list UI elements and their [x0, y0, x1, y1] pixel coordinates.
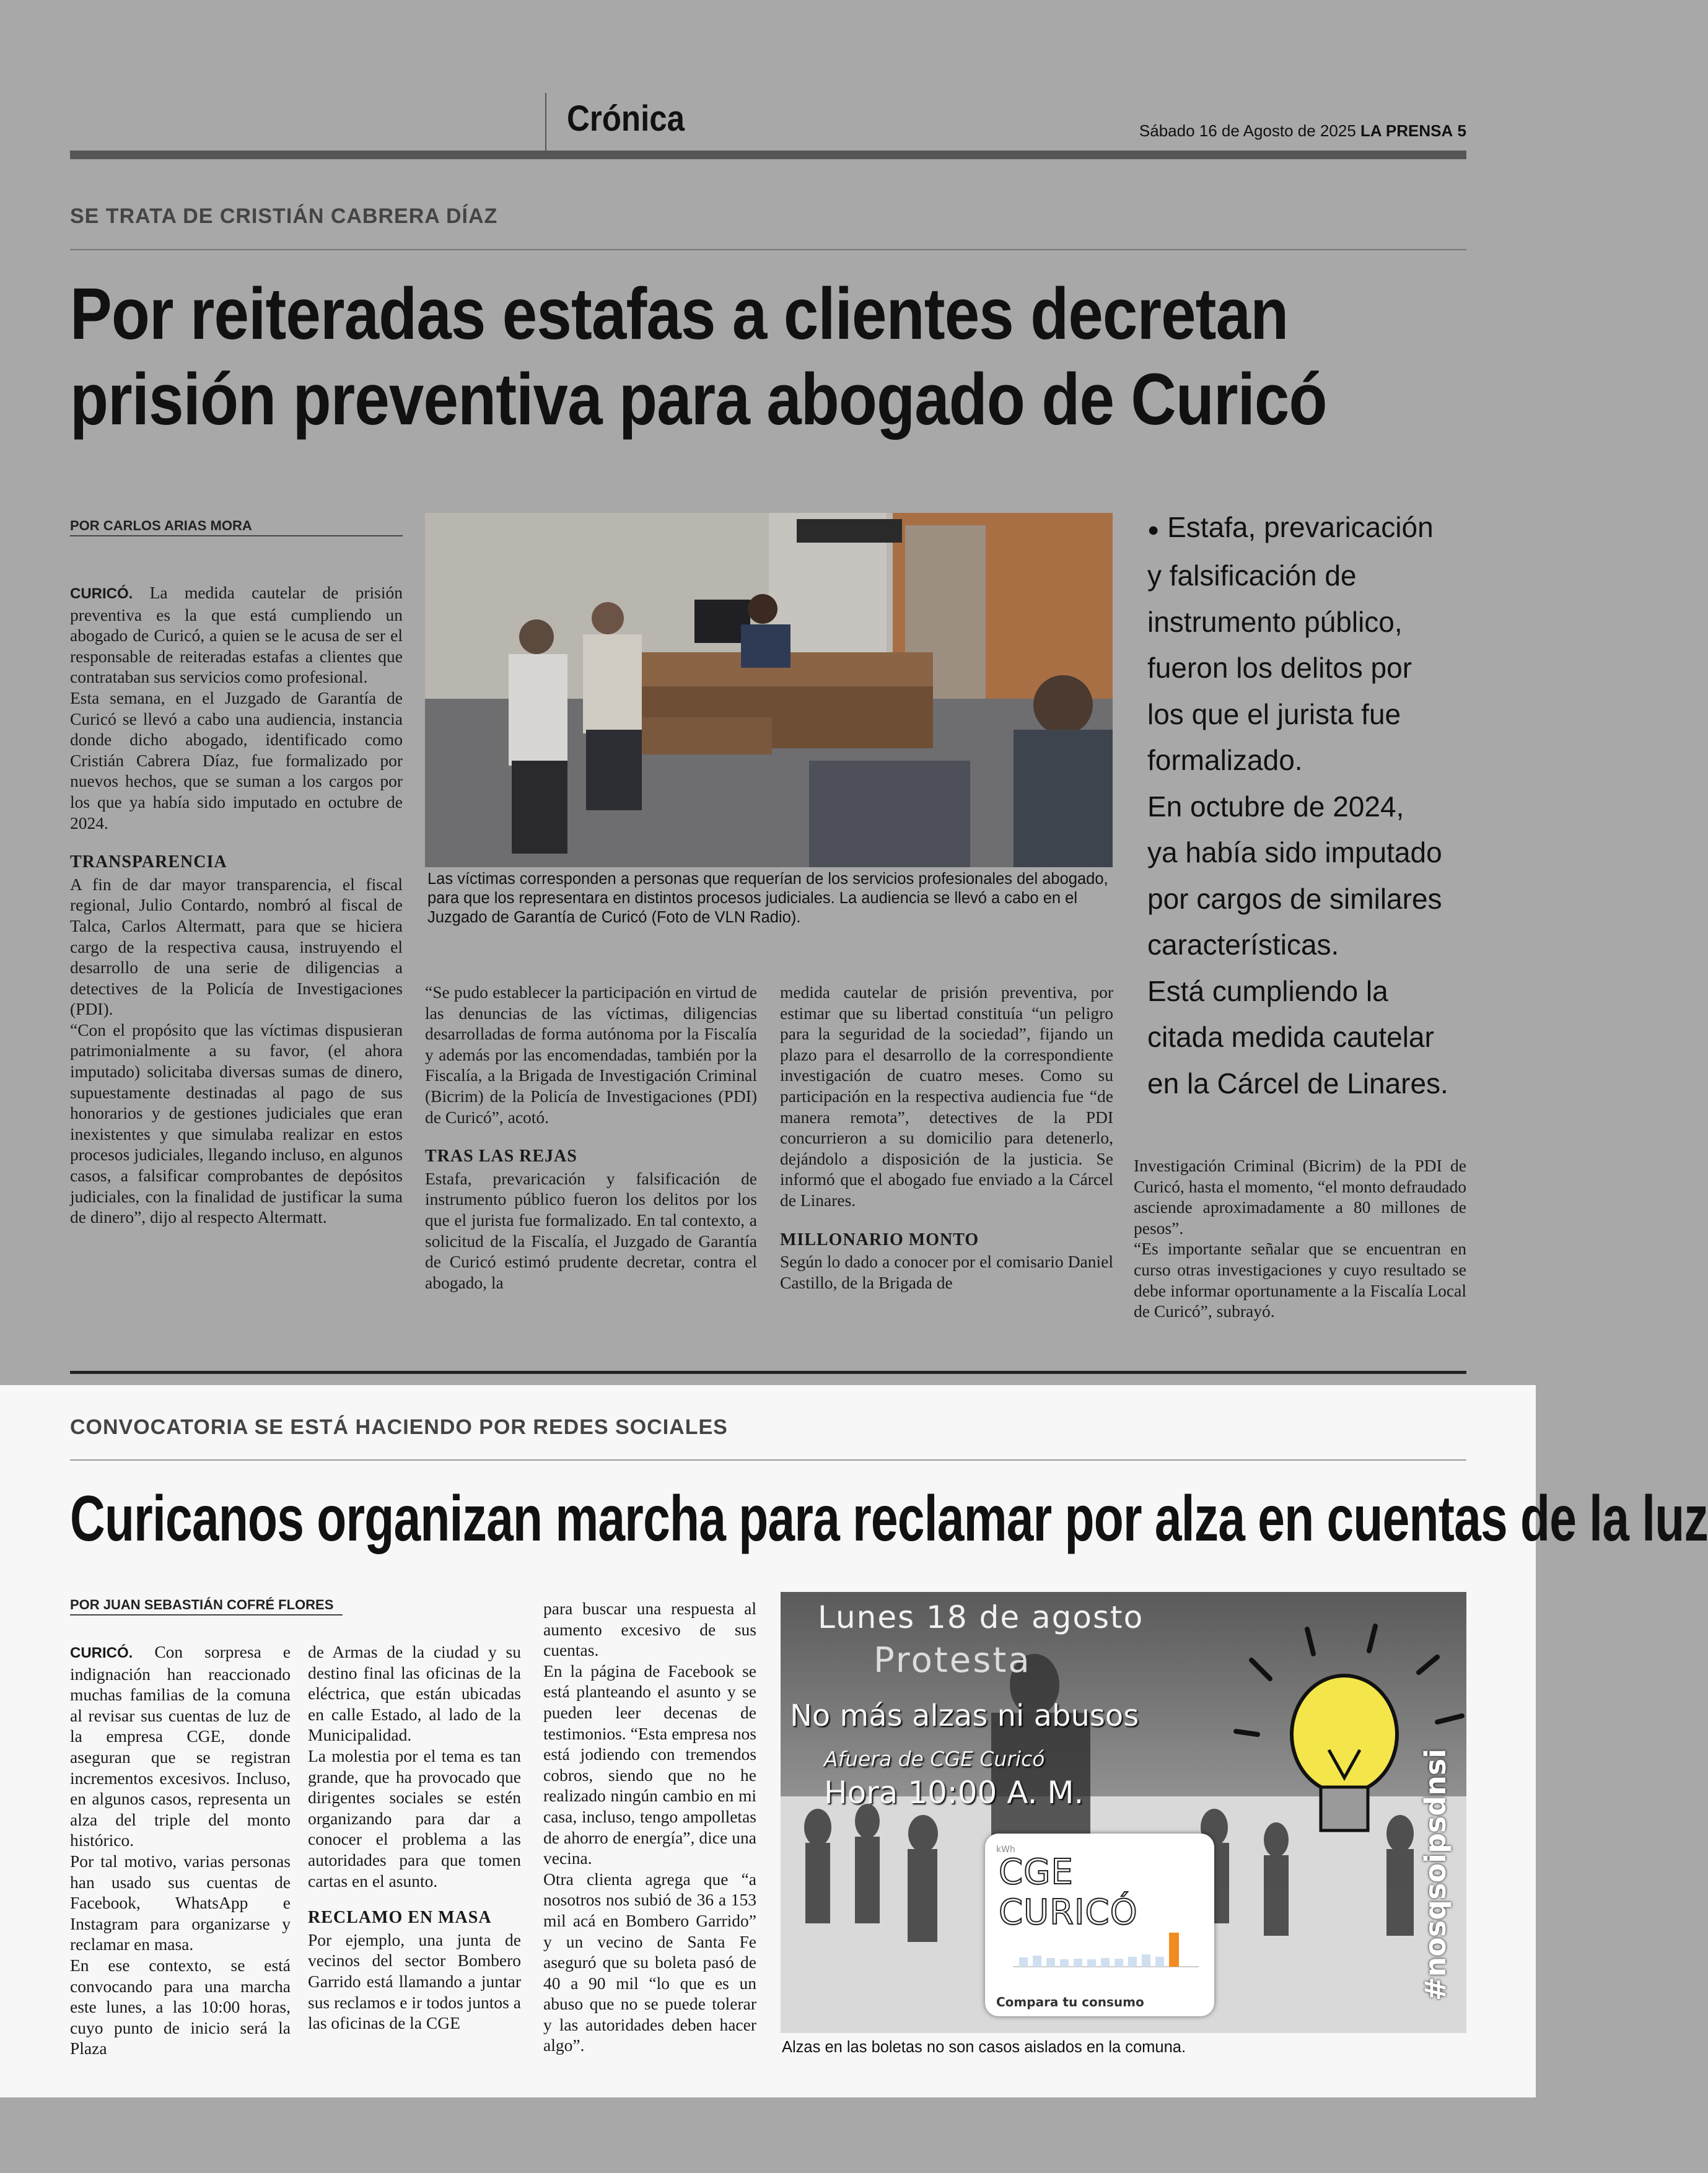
article1-subhead-rejas: TRAS LAS REJAS [425, 1147, 577, 1166]
poster-date: Lunes 18 de agosto [818, 1599, 1144, 1635]
article2-column-3 [543, 1598, 756, 2056]
article1-col1-p1-text: La medida cautelar de prisión preventiva es la que está cumpliendo un abogado de Curicó, a quien se le acusa de ser el responsable de reiteradas estafas a clientes que contrataban sus servicios como profesional. [70, 583, 403, 687]
article1-col2-para1: “Se pudo establecer la participación en virtud de las denuncias de las víctimas, diligencias desarrolladas de forma autónoma por la Fiscalía y además por las encomendadas, también por la Fiscalía, a la Brigada de Investigación Criminal (Bicrim) de la Policía de Investigaciones (PDI) de Curicó”, acotó. [425, 982, 757, 1127]
sidebar-line-8: ya había sido imputado [1147, 836, 1442, 869]
compare-consumption-label: Compara tu consumo [996, 1995, 1144, 2009]
poster-place: Afuera de CGE Curicó [824, 1747, 1045, 1771]
article1-column-4 [1134, 1155, 1466, 1322]
article1-column-1 [70, 582, 403, 1228]
article2-col2-para2: La molestia por el tema es tan grande, que ha provocado que dirigentes sociales se estén organizando para dar a conocer el problema a las autoridades para que tomen cartas en el asunto. [308, 1746, 521, 1891]
article2-col3-para1: para buscar una respuesta al aumento excesivo de sus cuentas. [543, 1599, 756, 1660]
article2-column-1 [70, 1642, 291, 2059]
article1-column-3 [780, 982, 1113, 1293]
sidebar-line-3: instrumento público, [1147, 605, 1403, 638]
paper-name: LA PRENSA [1360, 121, 1453, 140]
article1-col1-para2: Esta semana, en el Juzgado de Garantía de Curicó se llevó a cabo una audiencia, instancia donde dicho abogado, identificado como Cristián Cabrera Díaz, fue formalizado por nuevos hechos, que se suman a los cargos por los que ya había sido imputado en octubre de 2024. [70, 688, 403, 833]
poster-protest: Protesta [874, 1640, 1031, 1681]
article1-headline [70, 271, 1327, 442]
article2-column-2 [308, 1642, 521, 2034]
article1-col4-para2: “Es importante señalar que se encuentran en curso otras investigaciones y cuyo resultado se debe informar oportunamente a la Fiscalía Local de Curicó”, subrayó. [1134, 1239, 1466, 1321]
article-separator-rule [70, 1371, 1466, 1374]
courtroom-photo [425, 513, 1113, 867]
article2-byline-rule [70, 1614, 343, 1616]
dateline-lead: CURICÓ. [70, 585, 133, 602]
article2-col1-para2: Por tal motivo, varias personas han usado sus cuentas de Facebook, WhatsApp e Instagram para organizarse y reclamar en masa. [70, 1851, 291, 1954]
sidebar-line-13: en la Cárcel de Linares. [1147, 1067, 1448, 1100]
article1-headline-line2: prisión preventiva para abogado de Curicó [70, 359, 1327, 440]
sidebar-line-1 [1147, 504, 1469, 553]
footer-band [0, 2097, 1536, 2173]
article1-col3-para1: medida cautelar de prisión preventiva, por estimar que su libertad constituía “un peligro para la seguridad de la sociedad”, fijando un plazo para el desarrollo de la correspondiente investigación de cuatro meses. Como su participación en la respectiva audiencia fue “de manera remota”, detectives de la PDI concurrieron a su domicilio para detenerlo, dejándolo a disposición de la justicia. Se informó que el abogado fue enviado a la Cárcel de Linares. [780, 982, 1113, 1210]
section-title: Crónica [567, 98, 685, 139]
article1-byline: POR CARLOS ARIAS MORA [70, 518, 252, 533]
poster-hashtag: #nosqsoipsdnsi [1419, 1748, 1452, 2001]
sidebar-line-9: por cargos de similares [1147, 882, 1442, 915]
article2-col2-para3: Por ejemplo, una junta de vecinos del sector Bombero Garrido está llamando a juntar sus reclamos e ir todos juntos a las oficinas de la CGE [308, 1930, 521, 2033]
article1-kicker-rule [70, 249, 1466, 250]
article1-sidebar-highlights [1147, 504, 1469, 1106]
article2-col3-para2: En la página de Facebook se está planteando el asunto y se pueden leer decenas de testimonios. “Esta empresa nos está jodiendo con tremendos cobros, siendo que no he realizado ningún cambio en mi casa, incluso, tengo ampolletas de ahorro de energía”, dice una vecina. [543, 1661, 756, 1868]
sidebar-line-4: fueron los delitos por [1147, 652, 1412, 684]
article1-byline-rule [70, 535, 403, 536]
article1-col3-para2: Según lo dado a conocer por el comisario Daniel Castillo, de la Brigada de [780, 1252, 1113, 1292]
cge-title: CGE CURICÓ [999, 1852, 1138, 1933]
kwh-label: kWh [996, 1845, 1015, 1855]
article1-col1-para1 [70, 582, 403, 688]
consumption-bar-chart [994, 1899, 1205, 1985]
page-number: 5 [1457, 121, 1466, 140]
article2-poster-caption: Alzas en las boletas no son casos aislados en la comuna. [782, 2039, 1186, 2056]
sidebar-line-1-text: Estafa, prevaricación [1159, 511, 1434, 543]
sidebar-line-12: citada medida cautelar [1147, 1021, 1434, 1054]
article1-subhead-transparencia: TRANSPARENCIA [70, 852, 227, 872]
article2-col1-p1-text: Con sorpresa e indignación han reaccionado muchas familias de la comuna al revisar sus cuentas de luz de la empresa CGE, donde aseguran que se registran incrementos excesivos. Incluso, en algunos casos, representa un alza del triple del monto histórico. [70, 1642, 291, 1850]
article2-byline: POR JUAN SEBASTIÁN COFRÉ FLORES [70, 1597, 334, 1612]
article2-col1-para1 [70, 1642, 291, 1851]
protest-poster-image [781, 1592, 1466, 2033]
poster-slogan: No más alzas ni abusos [790, 1699, 1139, 1733]
article2-col3-para3: Otra clienta agrega que “a nosotros nos subió de 36 a 153 mil acá en Bombero Garrido” y un vecino de Santa Fe aseguró que su boleta pasó de 40 a 90 mil “lo que es un abuso que no se puede tolerar y las autoridades deben hacer algo”. [543, 1869, 756, 2055]
article1-col1-para3: A fin de dar mayor transparencia, el fiscal regional, Julio Contardo, nombró al fiscal de Talca, Carlos Altermatt, para que se hiciera cargo de la respectiva causa, instruyendo el desarrollo de una serie de diligencias a detectives de la Policía de Investigaciones (PDI). [70, 874, 403, 1019]
poster-time: Hora 10:00 A. M. [824, 1775, 1084, 1811]
sidebar-line-7: En octubre de 2024, [1147, 790, 1404, 823]
cge-consumption-card [985, 1834, 1214, 2016]
article1-headline-line1: Por reiteradas estafas a clientes decretan [70, 273, 1289, 355]
article2-headline: Curicanos organizan marcha para reclamar por alza en cuentas de la luz [70, 1483, 1708, 1555]
issue-date: Sábado 16 de Agosto de 2025 [1139, 121, 1356, 140]
bullet-icon: ● [1147, 518, 1160, 541]
header-rule [70, 151, 1466, 159]
article1-col4-para1: Investigación Criminal (Bicrim) de la PDI de Curicó, hasta el momento, “el monto defraudado asciende aproximadamente a 80 millones de pesos”. [1134, 1156, 1466, 1238]
article2-col2-para1: de Armas de la ciudad y su destino final las oficinas de la eléctrica, que están ubicadas en calle Estado, al lado de la Municipalidad. [308, 1642, 521, 1745]
article1-col2-para2: Estafa, prevaricación y falsificación de instrumento público fueron los delitos por los que el jurista fue formalizado. En tal contexto, a solicitud de la Fiscalía, el Juzgado de Garantía de Curicó estimó prudente decretar, contra el abogado, la [425, 1168, 757, 1292]
article2-kicker: CONVOCATORIA SE ESTÁ HACIENDO POR REDES SOCIALES [70, 1415, 728, 1439]
sidebar-line-6: formalizado. [1147, 744, 1303, 777]
article1-column-2 [425, 982, 757, 1293]
dateline [1139, 121, 1466, 141]
article1-subhead-monto: MILLONARIO MONTO [780, 1230, 979, 1249]
header-divider [545, 93, 546, 152]
article1-photo-caption: Las víctimas corresponden a personas que requerían de los servicios profesionales del abogado, para que los representara en distintos procesos judiciales. La audiencia se llevó a cabo en el Juzgado de Garantía de Curicó (Foto de VLN Radio). [427, 870, 1108, 926]
article2-dateline-lead: CURICÓ. [70, 1645, 133, 1661]
article2-col1-para3: En ese contexto, se está convocando para una marcha este lunes, a las 10:00 horas, cuyo punto de inicio será la Plaza [70, 1955, 291, 2058]
sidebar-line-5: los que el jurista fue [1147, 697, 1401, 730]
article2-subhead-reclamo: RECLAMO EN MASA [308, 1908, 492, 1928]
sidebar-line-11: Está cumpliendo la [1147, 974, 1388, 1007]
courtroom-photo-art [425, 513, 1113, 867]
article1-kicker: SE TRATA DE CRISTIÁN CABRERA DÍAZ [70, 204, 498, 228]
sidebar-line-10: características. [1147, 929, 1339, 961]
sidebar-line-2: y falsificación de [1147, 559, 1357, 592]
article2-kicker-rule [70, 1459, 1466, 1461]
article1-col1-para4: “Con el propósito que las víctimas dispusieran patrimonialmente a su favor, (el ahora imputado) solicitaba diversas sumas de dinero, supuestamente destinadas al pago de sus honorarios y de gestiones judiciales que eran inexistentes y que simulaba realizar en estos procesos judiciales, llegando incluso, en algunos casos, a falsificar comprobantes de depósitos judiciales, con la finalidad de justificar la suma de dinero”, dijo al respecto Altermatt. [70, 1020, 403, 1227]
